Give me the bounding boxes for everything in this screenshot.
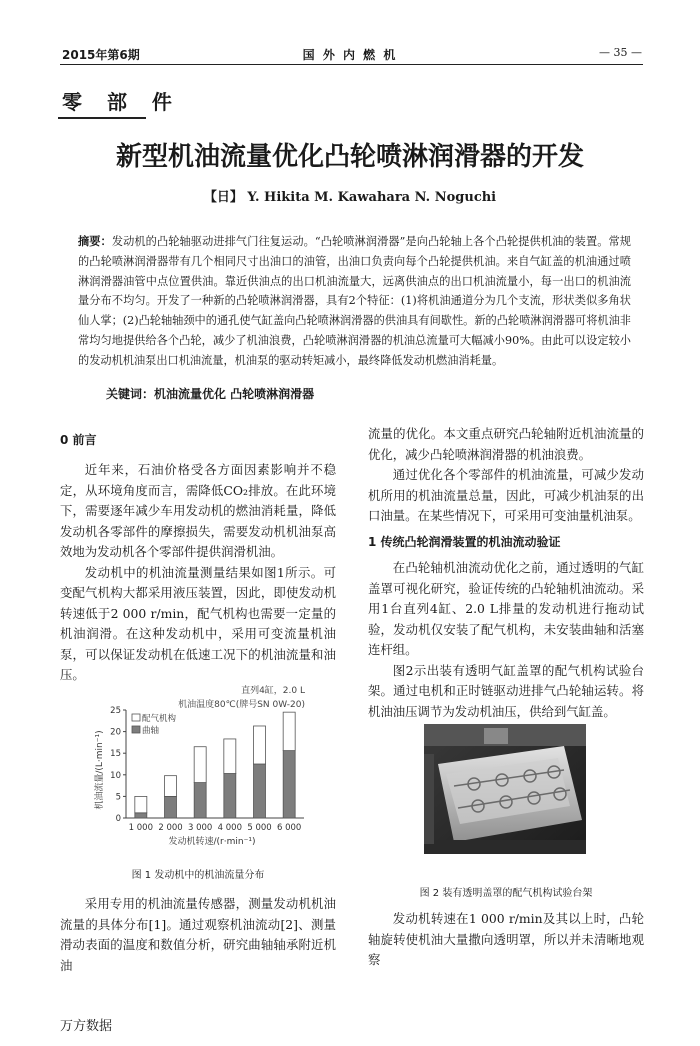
bar-segment-valvetrain: [254, 726, 266, 764]
figure-2-photo: [424, 724, 586, 854]
right-column-text-bottom: [368, 909, 644, 971]
section-tag-underline: [58, 117, 146, 119]
y-axis-label: 机油流量/(L·min⁻¹): [95, 730, 105, 810]
paragraph: 采用专用的机油流量传感器，测量发动机机油流量的具体分布[1]。通过观察机油流动[2]、测量滑动表面的温度和数值分析，研究曲轴轴承附近机油: [60, 896, 336, 973]
bar-segment-crankshaft: [254, 764, 266, 818]
page-number: — 35 —: [599, 46, 642, 59]
figure-1-caption: 图 1 发动机中的机油流量分布: [131, 870, 265, 881]
header-rule: [60, 64, 643, 65]
legend-label: 配气机构: [142, 714, 177, 724]
x-tick-label: 1 000: [128, 823, 154, 833]
y-tick-label: 0: [115, 814, 121, 824]
legend-label: 曲轴: [142, 726, 160, 736]
keywords: 关键词：机油流量优化 凸轮喷淋润滑器: [106, 387, 315, 401]
y-tick-label: 25: [110, 706, 121, 716]
y-tick-label: 5: [115, 792, 121, 803]
left-column-text: [60, 460, 336, 686]
article-title: 新型机油流量优化凸轮喷淋润滑器的开发: [115, 142, 584, 172]
authors: 【日】 Y. Hikita M. Kawahara N. Noguchi: [203, 190, 497, 205]
right-column-text-mid: [368, 558, 644, 722]
x-tick-label: 5 000: [247, 823, 272, 833]
chart-subtitle: 机油温度80℃(牌号SN 0W-20): [178, 700, 305, 710]
section-1-heading: 1 传统凸轮润滑装置的机油流动验证: [368, 535, 561, 549]
x-axis-label: 发动机转速/(r·min⁻¹): [168, 837, 256, 847]
bar-segment-crankshaft: [165, 796, 177, 818]
section-0-heading: 0 前言: [60, 433, 97, 447]
bar-segment-valvetrain: [224, 739, 236, 774]
bar-segment-valvetrain: [194, 747, 206, 783]
paragraph: 通过优化各个零部件的机油流量，可减少发动机所用的机油流量总量，因此，可减少机油泵的出口油量。在某些情况下，可采用可变油量机油泵。: [368, 467, 644, 523]
x-tick-label: 2 000: [158, 823, 183, 833]
bar-segment-valvetrain: [165, 776, 177, 797]
bar-segment-crankshaft: [283, 751, 295, 818]
legend-swatch: [132, 714, 140, 721]
bar-segment-valvetrain: [283, 712, 295, 750]
paragraph: 在凸轮轴机油流动优化之前，通过透明的气缸盖罩可视化研究，验证传统的凸轮轴机油流动。采用1台直列4缸、2.0 L排量的发动机进行拖动试验，发动机仅安装了配气机构，未安装曲轴和活塞连杆组。: [368, 560, 644, 657]
bar-segment-crankshaft: [194, 783, 206, 818]
journal-name: 国 外 内 燃 机: [302, 48, 398, 62]
paragraph: 发动机中的机油流量测量结果如图1所示。可变配气机构大都采用液压装置，因此，即使发动机转速低于2 000 r/min，配气机构也需要一定量的机油润滑。在这种发动机中，采用可变流量机油泵，可以保证发动机在低速工况下的机油流量和油压。: [60, 564, 336, 682]
x-tick-label: 6 000: [276, 823, 302, 833]
chart-plot-area: [110, 706, 304, 833]
abstract-label: 摘要：: [78, 235, 112, 248]
footer-watermark: 万方数据: [60, 1019, 113, 1034]
figure-2-caption: 图 2 装有透明盖罩的配气机构试验台架: [419, 888, 593, 899]
right-column-text-top: [368, 424, 644, 527]
x-tick-label: 3 000: [187, 823, 213, 833]
section-tag: 零 部 件: [62, 90, 181, 114]
abstract: [78, 232, 631, 371]
paragraph: 近年来，石油价格受各方面因素影响并不稳定，从环境角度而言，需降低CO₂排放。在此环境下，需要逐年减少车用发动机的燃油消耗量，降低发动机各零部件的摩擦损失，需要发动机机油泵高效地为发动机各个零部件提供润滑机油。: [60, 462, 336, 559]
x-tick-label: 4 000: [217, 823, 243, 833]
legend-swatch: [132, 726, 140, 733]
bar-segment-valvetrain: [135, 796, 147, 812]
journal-issue: 2015年第6期: [62, 48, 140, 62]
paragraph: 发动机转速在1 000 r/min及其以上时，凸轮轴旋转使机油大量撒向透明罩，所以并未清晰地观察: [368, 911, 644, 967]
left-column-text-after-figure: [60, 894, 336, 976]
paragraph: 图2示出装有透明气缸盖罩的配气机构试验台架。通过电机和正时链驱动进排气凸轮轴运转。将机油油压调节为发动机油压，供给到气缸盖。: [368, 662, 644, 719]
y-tick-label: 10: [110, 770, 121, 781]
y-tick-label: 15: [110, 749, 121, 760]
abstract-text: 发动机的凸轮轴驱动进排气门往复运动。“凸轮喷淋润滑器”是向凸轮轴上各个凸轮提供机油的装置。常规的凸轮喷淋润滑器带有几个相同尺寸出油口的油管，出油口负责向每个凸轮提供机油。来自气缸盖的机油通过喷淋润滑器油管中点位置供油。靠近供油点的出口机油流量大，远离供油点的出口机油流量小，每一出口的机油流量分布不均匀。开发了一种新的凸轮喷淋润滑器，具有2个特征：(1)将机油通道分为几个支流，形状类似多角状仙人掌；(2)凸轮轴轴颈中的通孔使气缸盖向凸轮喷淋润滑器的供油具有间歇性。新的凸轮喷淋润滑器可将机油非常均匀地提供给各个凸轮，减少了机油浪费，凸轮喷淋润滑器的机油总流量可大幅减小90%。由此可以设定较小的发动机机油泵出口机油流量，机油泵的驱动转矩减小，最终降低发动机燃油消耗量。: [78, 235, 631, 367]
figure-1-chart: [90, 680, 330, 852]
paragraph: 流量的优化。本文重点研究凸轮轴附近机油流量的优化，减少凸轮喷淋润滑器的机油浪费。: [368, 426, 644, 462]
y-tick-label: 20: [110, 727, 121, 738]
bar-segment-crankshaft: [224, 774, 236, 818]
bar-segment-crankshaft: [135, 813, 147, 818]
chart-title: 直列4缸，2.0 L: [241, 686, 305, 696]
